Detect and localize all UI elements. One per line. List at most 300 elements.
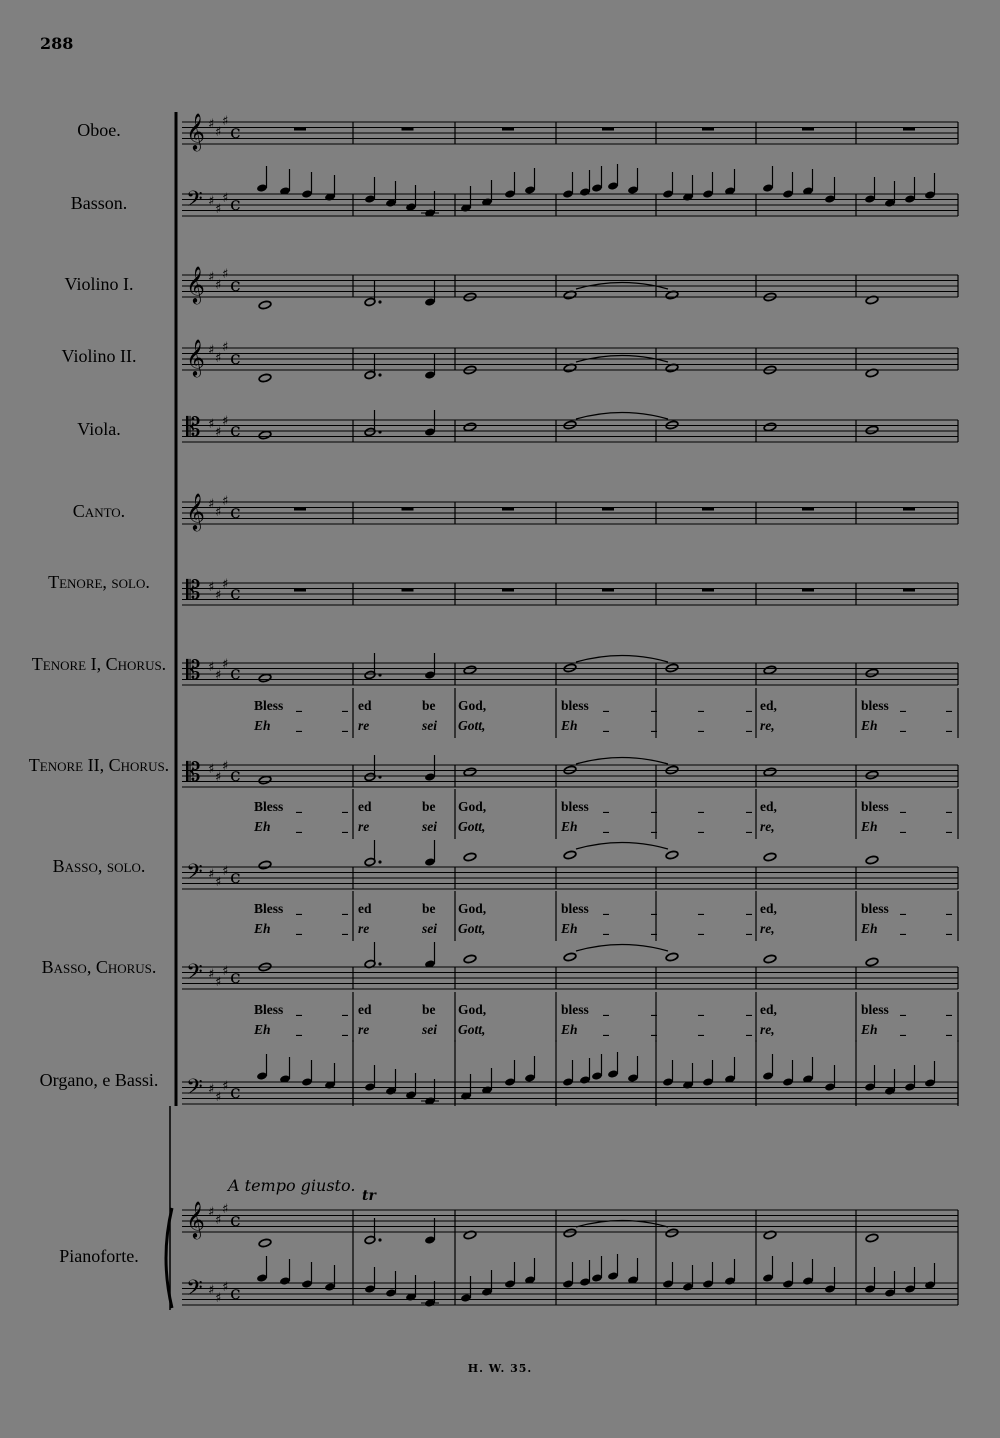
svg-text:♯: ♯	[208, 1205, 215, 1220]
staff-basso-chorus-key	[208, 964, 228, 990]
basso-chorus-note-7	[763, 954, 776, 963]
label-basso-chorus: Basso, Chorus.	[41, 957, 157, 977]
tenore-solo-rest-4	[602, 589, 614, 592]
label-pianoforte: Pianoforte.	[59, 1246, 139, 1266]
staff-pianoforte-treble-time: c	[230, 1209, 241, 1231]
staff-organo-time: c	[230, 1081, 241, 1103]
svg-text:♯: ♯	[208, 497, 215, 512]
organo-note-5	[364, 1065, 375, 1091]
svg-text:♯: ♯	[208, 270, 215, 285]
lyric-hyphen: _	[746, 1002, 752, 1016]
organo-note-8	[424, 1079, 435, 1105]
basso-solo-note-4	[463, 852, 476, 861]
staff-organo-clef: 𝄢	[186, 1075, 203, 1105]
basso-solo-tie	[576, 843, 668, 850]
staff-viola-clef: 𝄡	[186, 413, 201, 443]
canto-rest-2	[402, 508, 414, 511]
piano-lh-note-26	[864, 1267, 875, 1293]
lyric-hyphen: _	[946, 698, 952, 712]
svg-text:♯: ♯	[208, 660, 215, 675]
lyric-basso-solo-english-5: bless	[561, 901, 589, 916]
staff-pianoforte-bass-key	[208, 1280, 228, 1306]
staff-basson	[182, 194, 958, 216]
tenore1-note-4	[463, 665, 476, 674]
lyric-tenore2-german-2: re	[358, 819, 370, 834]
lyric-hyphen: _	[698, 819, 704, 833]
lyric-hyphen: _	[342, 819, 348, 833]
svg-text:♯: ♯	[208, 417, 215, 432]
lyric-hyphen: _	[946, 1022, 952, 1036]
staff-basso-chorus-time: c	[230, 966, 241, 988]
lyric-tenore1-english-6: ed,	[760, 698, 777, 713]
lyric-tenore2-english-7: bless	[861, 799, 889, 814]
lyric-tenore1-german-6: re,	[760, 718, 775, 733]
svg-text:♯: ♯	[222, 414, 229, 429]
basso-chorus-note-3	[424, 942, 435, 968]
organo-note-26	[864, 1065, 875, 1091]
lyric-hyphen: _	[651, 698, 657, 712]
tenore2-tie	[576, 758, 668, 765]
lyric-hyphen: _	[946, 718, 952, 732]
organo-note-24	[802, 1057, 813, 1083]
lyric-hyphen: _	[900, 819, 906, 833]
organo-note-23	[782, 1060, 793, 1086]
staff-tenore-solo	[182, 583, 958, 605]
staff-violino1	[182, 275, 958, 297]
lyric-tenore2-german-1: Eh	[254, 819, 271, 834]
staff-pianoforte-treble-key	[208, 1202, 228, 1228]
violino1-note-1	[258, 300, 271, 309]
basso-chorus-note-4	[463, 954, 476, 963]
lyric-tenore1-german-5: Eh	[561, 718, 578, 733]
staff-basson-clef: 𝄢	[186, 187, 203, 217]
lyric-basso-solo-german-5: Eh	[561, 921, 578, 936]
lyric-tenore1-english-7: bless	[861, 698, 889, 713]
basson-note-20	[702, 172, 713, 198]
staff-basson-time: c	[230, 193, 241, 215]
staff-violino2	[182, 348, 958, 370]
label-viola: Viola.	[77, 419, 121, 439]
svg-text:♯: ♯	[215, 975, 222, 990]
basson-note-7	[405, 185, 416, 211]
staff-tenore1-clef: 𝄡	[186, 656, 201, 686]
oboe-rest-6	[802, 128, 814, 131]
svg-text:♯: ♯	[222, 1202, 229, 1217]
svg-text:♯: ♯	[208, 1283, 215, 1298]
lyric-hyphen: _	[698, 698, 704, 712]
tenore1-note-1	[258, 673, 271, 682]
viola-note-7	[763, 422, 776, 431]
lyric-tenore2-german-4: Gott,	[458, 819, 486, 834]
oboe-rest-5	[702, 128, 714, 131]
lyric-hyphen: _	[342, 718, 348, 732]
basso-chorus-note-5	[563, 952, 576, 961]
lyric-tenore1-german-2: re	[358, 718, 370, 733]
label-tenore1: Tenore I, Chorus.	[31, 654, 167, 674]
basso-solo-note-3	[424, 840, 435, 866]
piano-lh-note-1	[256, 1256, 267, 1282]
piano-lh-note-9	[460, 1276, 471, 1302]
lyric-basso-chorus-english-1: Bless	[254, 1002, 284, 1017]
lyric-tenore2-german-7: Eh	[861, 819, 878, 834]
basson-note-15	[591, 166, 602, 192]
piano-lh-note-24	[802, 1259, 813, 1285]
basson-note-11	[504, 172, 515, 198]
organo-note-10	[481, 1068, 492, 1094]
tenore1-note-3	[424, 653, 435, 679]
organo-note-4	[324, 1063, 335, 1089]
lyric-hyphen: _	[946, 1002, 952, 1016]
basson-note-10	[481, 180, 492, 206]
organo-note-13	[562, 1060, 573, 1086]
basso-solo-note-2	[364, 840, 381, 866]
basson-note-26	[864, 177, 875, 203]
piano-lh-note-6	[385, 1271, 396, 1297]
svg-text:♯: ♯	[222, 191, 229, 206]
label-basso-solo: Basso, solo.	[52, 856, 146, 876]
staff-basso-solo-clef: 𝄢	[186, 860, 203, 890]
tenore1-tie	[576, 656, 668, 663]
basson-note-2	[279, 169, 290, 195]
lyric-hyphen: _	[651, 921, 657, 935]
basson-note-22	[762, 166, 773, 192]
lyric-hyphen: _	[296, 901, 302, 915]
oboe-rest-1	[294, 128, 306, 131]
violino1-note-2	[364, 280, 381, 306]
lyric-hyphen: _	[296, 921, 302, 935]
tenore2-note-3	[424, 755, 435, 781]
basso-chorus-note-2	[364, 942, 381, 968]
organo-note-25	[824, 1065, 835, 1091]
organo-note-16	[607, 1052, 618, 1078]
basso-solo-note-1	[258, 860, 271, 869]
basso-solo-note-6	[665, 850, 678, 859]
basson-note-28	[904, 177, 915, 203]
piano-lh-note-11	[504, 1262, 515, 1288]
lyric-basso-solo-german-1: Eh	[254, 921, 271, 936]
organo-note-28	[904, 1065, 915, 1091]
page-number: 288	[40, 34, 74, 53]
basson-note-24	[802, 169, 813, 195]
staff-viola	[182, 420, 958, 442]
svg-text:♯: ♯	[208, 867, 215, 882]
lyric-basso-chorus-english-3: be	[422, 1002, 436, 1017]
lyric-tenore1-german-1: Eh	[254, 718, 271, 733]
staff-tenore-solo-time: c	[230, 582, 241, 604]
lyric-hyphen: _	[603, 819, 609, 833]
lyric-tenore2-english-6: ed,	[760, 799, 777, 814]
lyric-basso-solo-english-3: be	[422, 901, 436, 916]
viola-note-1	[258, 430, 271, 439]
canto-rest-7	[903, 508, 915, 511]
piano-lh-note-20	[702, 1262, 713, 1288]
piano-lh-note-27	[884, 1271, 895, 1297]
basson-note-13	[562, 172, 573, 198]
svg-text:♯: ♯	[208, 194, 215, 209]
piano-lh-note-22	[762, 1256, 773, 1282]
lyric-basso-solo-english-6: ed,	[760, 901, 777, 916]
lyric-basso-solo-english-2: ed	[358, 901, 372, 916]
basson-note-29	[924, 173, 935, 199]
lyric-hyphen: _	[342, 799, 348, 813]
piano-lh-note-29	[924, 1263, 935, 1289]
staff-canto-clef: 𝄞	[186, 492, 205, 530]
piano-rh-note-2	[364, 1218, 381, 1244]
lyric-hyphen: _	[900, 1002, 906, 1016]
lyric-hyphen: _	[603, 799, 609, 813]
lyric-hyphen: _	[603, 1002, 609, 1016]
label-tenore-solo: Tenore, solo.	[48, 572, 150, 592]
oboe-rest-7	[903, 128, 915, 131]
svg-text:♯: ♯	[222, 1079, 229, 1094]
basson-note-12	[524, 168, 535, 194]
lyric-tenore2-english-4: God,	[458, 799, 487, 814]
lyric-basso-chorus-english-5: bless	[561, 1002, 589, 1017]
lyric-hyphen: _	[342, 1022, 348, 1036]
staff-canto-key	[208, 494, 228, 520]
lyric-hyphen: _	[746, 799, 752, 813]
basso-solo-note-8	[865, 855, 878, 864]
lyric-tenore1-english-4: God,	[458, 698, 487, 713]
svg-text:♯: ♯	[215, 425, 222, 440]
violino2-note-1	[258, 373, 271, 382]
lyric-hyphen: _	[698, 1002, 704, 1016]
organo-note-7	[405, 1073, 416, 1099]
svg-text:♯: ♯	[222, 340, 229, 355]
lyric-hyphen: _	[900, 901, 906, 915]
viola-tie	[576, 413, 668, 420]
lyric-tenore2-german-3: sei	[422, 819, 437, 834]
lyric-basso-chorus-german-7: Eh	[861, 1022, 878, 1037]
svg-text:♯: ♯	[222, 1280, 229, 1295]
lyric-tenore1-english-1: Bless	[254, 698, 284, 713]
trill-mark: tr	[362, 1188, 376, 1204]
canto-rest-6	[802, 508, 814, 511]
staff-basson-key	[208, 191, 228, 217]
basson-note-19	[682, 175, 693, 201]
staff-basso-solo-time: c	[230, 866, 241, 888]
oboe-rest-3	[502, 128, 514, 131]
staff-basso-chorus	[182, 967, 958, 989]
basson-note-23	[782, 172, 793, 198]
staff-tenore1	[182, 663, 958, 685]
label-oboe: Oboe.	[77, 120, 121, 140]
svg-text:♯: ♯	[215, 1291, 222, 1306]
staff-oboe-time: c	[230, 121, 241, 143]
lyric-tenore2-german-6: re,	[760, 819, 775, 834]
lyric-basso-chorus-german-2: re	[358, 1022, 370, 1037]
svg-text:♯: ♯	[222, 759, 229, 774]
lyric-tenore1-english-5: bless	[561, 698, 589, 713]
lyric-hyphen: _	[698, 799, 704, 813]
lyric-hyphen: _	[342, 1002, 348, 1016]
lyric-basso-solo-german-6: re,	[760, 921, 775, 936]
staff-canto	[182, 502, 958, 524]
lyric-hyphen: _	[746, 819, 752, 833]
staff-viola-time: c	[230, 419, 241, 441]
staff-tenore2	[182, 765, 958, 787]
basso-chorus-note-8	[865, 957, 878, 966]
basson-note-16	[607, 164, 618, 190]
lyric-hyphen: _	[746, 1022, 752, 1036]
lyric-hyphen: _	[946, 819, 952, 833]
staff-violino1-time: c	[230, 274, 241, 296]
lyric-tenore1-german-4: Gott,	[458, 718, 486, 733]
staff-oboe	[182, 122, 958, 144]
staff-tenore1-time: c	[230, 662, 241, 684]
lyric-hyphen: _	[651, 718, 657, 732]
staff-tenore2-clef: 𝄡	[186, 758, 201, 788]
basso-chorus-tie	[576, 945, 668, 952]
lyric-hyphen: _	[603, 718, 609, 732]
piano-lh-note-2	[279, 1259, 290, 1285]
tenore2-note-4	[463, 767, 476, 776]
lyric-hyphen: _	[603, 698, 609, 712]
organo-note-3	[301, 1060, 312, 1086]
lyric-hyphen: _	[746, 698, 752, 712]
lyric-basso-chorus-german-5: Eh	[561, 1022, 578, 1037]
piano-lh-note-14	[579, 1260, 590, 1286]
lyric-hyphen: _	[342, 901, 348, 915]
basson-note-8	[424, 191, 435, 217]
svg-text:♯: ♯	[215, 351, 222, 366]
svg-text:♯: ♯	[208, 343, 215, 358]
piano-rh-note-1	[258, 1238, 271, 1247]
lyric-basso-solo-german-2: re	[358, 921, 370, 936]
piano-lh-note-28	[904, 1267, 915, 1293]
label-canto: Canto.	[72, 501, 126, 521]
organo-note-21	[724, 1057, 735, 1083]
violino2-note-3	[424, 353, 435, 379]
staff-violino1-key	[208, 267, 228, 293]
lyric-tenore1-english-3: be	[422, 698, 436, 713]
label-basson: Basson.	[70, 193, 128, 213]
svg-text:♯: ♯	[222, 114, 229, 129]
piano-lh-note-15	[591, 1256, 602, 1282]
label-tenore2: Tenore II, Chorus.	[28, 755, 170, 775]
lyric-hyphen: _	[900, 921, 906, 935]
lyric-hyphen: _	[946, 901, 952, 915]
viola-note-4	[463, 422, 476, 431]
piano-lh-note-23	[782, 1262, 793, 1288]
tempo-marking: A tempo giusto.	[228, 1176, 356, 1195]
piano-lh-note-13	[562, 1262, 573, 1288]
staff-violino2-key	[208, 340, 228, 366]
svg-text:♯: ♯	[208, 117, 215, 132]
tenore-solo-rest-1	[294, 589, 306, 592]
violino1-note-3	[424, 280, 435, 306]
piano-lh-note-19	[682, 1265, 693, 1291]
oboe-rest-2	[402, 128, 414, 131]
lyric-basso-chorus-german-4: Gott,	[458, 1022, 486, 1037]
piano-lh-note-5	[364, 1267, 375, 1293]
lyric-hyphen: _	[342, 921, 348, 935]
svg-text:♯: ♯	[215, 202, 222, 217]
svg-text:♯: ♯	[215, 505, 222, 520]
tenore2-note-1	[258, 775, 271, 784]
lyric-hyphen: _	[946, 921, 952, 935]
svg-text:♯: ♯	[215, 125, 222, 140]
svg-text:♯: ♯	[208, 1082, 215, 1097]
tenore2-note-8	[865, 770, 878, 779]
tenore-solo-rest-5	[702, 589, 714, 592]
organo-note-12	[524, 1056, 535, 1082]
tenore2-note-2	[364, 755, 381, 781]
staff-violino1-clef: 𝄞	[186, 265, 205, 303]
svg-text:♯: ♯	[222, 577, 229, 592]
staff-pianoforte-bass-time: c	[230, 1282, 241, 1304]
lyric-basso-solo-german-7: Eh	[861, 921, 878, 936]
lyric-hyphen: _	[296, 698, 302, 712]
lyric-basso-chorus-english-7: bless	[861, 1002, 889, 1017]
basson-note-17	[627, 168, 638, 194]
svg-text:♯: ♯	[208, 580, 215, 595]
organo-note-29	[924, 1061, 935, 1087]
lyric-hyphen: _	[651, 1022, 657, 1036]
lyric-hyphen: _	[900, 698, 906, 712]
lyric-hyphen: _	[651, 1002, 657, 1016]
svg-text:♯: ♯	[222, 657, 229, 672]
lyric-hyphen: _	[746, 718, 752, 732]
viola-note-3	[424, 410, 435, 436]
viola-note-8	[865, 425, 878, 434]
svg-text:♯: ♯	[222, 964, 229, 979]
piano-rh-note-8	[865, 1233, 878, 1242]
lyric-basso-chorus-english-6: ed,	[760, 1002, 777, 1017]
piano-lh-note-12	[524, 1258, 535, 1284]
lyric-basso-solo-german-3: sei	[422, 921, 437, 936]
organo-note-2	[279, 1057, 290, 1083]
staff-organo	[182, 1082, 958, 1104]
svg-text:♯: ♯	[215, 770, 222, 785]
basson-note-18	[662, 172, 673, 198]
tenore-solo-rest-6	[802, 589, 814, 592]
organo-note-15	[591, 1054, 602, 1080]
lyric-basso-chorus-german-6: re,	[760, 1022, 775, 1037]
lyric-basso-solo-english-7: bless	[861, 901, 889, 916]
organo-note-1	[256, 1054, 267, 1080]
tenore2-note-7	[763, 767, 776, 776]
staff-violino2-time: c	[230, 347, 241, 369]
staff-tenore-solo-clef: 𝄡	[186, 576, 201, 606]
staff-organo-key	[208, 1079, 228, 1105]
lyric-hyphen: _	[900, 718, 906, 732]
lyric-hyphen: _	[603, 1022, 609, 1036]
svg-text:♯: ♯	[208, 967, 215, 982]
staff-basso-solo-key	[208, 864, 228, 890]
lyric-hyphen: _	[342, 698, 348, 712]
label-organo: Organo, e Bassi.	[39, 1070, 159, 1090]
piano-lh-note-16	[607, 1254, 618, 1280]
piano-lh-note-25	[824, 1267, 835, 1293]
piano-lh-note-4	[324, 1265, 335, 1291]
piano-lh-note-3	[301, 1262, 312, 1288]
staff-basso-solo	[182, 867, 958, 889]
lyric-basso-solo-english-4: God,	[458, 901, 487, 916]
lyric-hyphen: _	[946, 799, 952, 813]
lyric-tenore1-german-7: Eh	[861, 718, 878, 733]
staff-pianoforte-bass-clef: 𝄢	[186, 1276, 203, 1306]
viola-note-2	[364, 410, 381, 436]
organo-note-17	[627, 1056, 638, 1082]
piano-brace	[166, 1208, 172, 1308]
svg-text:♯: ♯	[222, 494, 229, 509]
lyric-hyphen: _	[296, 819, 302, 833]
staff-pianoforte-treble-clef: 𝄞	[186, 1200, 205, 1238]
canto-rest-4	[602, 508, 614, 511]
lyric-hyphen: _	[698, 901, 704, 915]
staff-violino2-clef: 𝄞	[186, 338, 205, 376]
